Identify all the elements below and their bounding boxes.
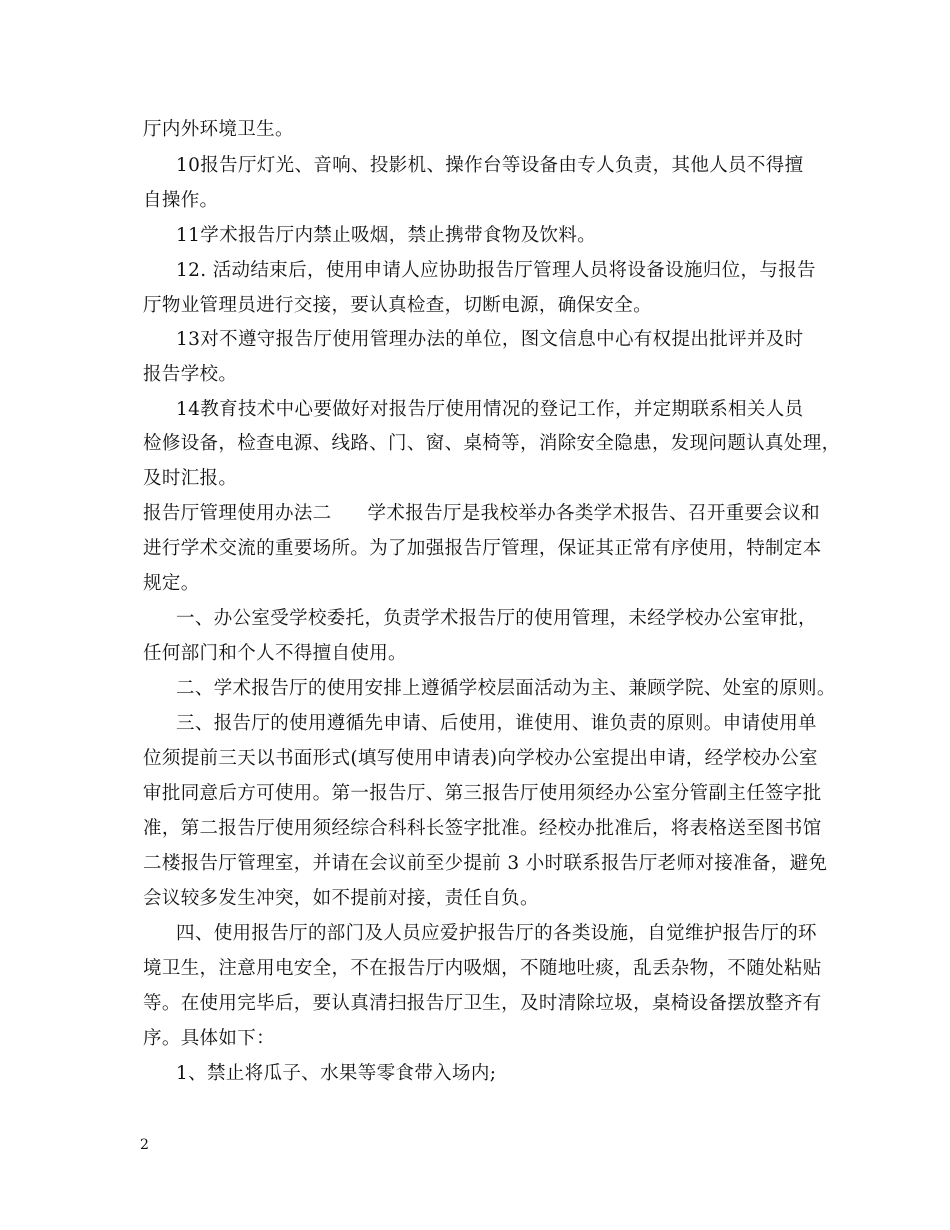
page-number: 2: [140, 1137, 149, 1153]
text-line: 检修设备，检查电源、线路、门、窗、桌椅等，消除安全隐患，发现问题认真处理，: [143, 433, 841, 454]
text-line: 序。具体如下：: [143, 1028, 275, 1049]
text-line: 等。在使用完毕后，要认真清扫报告厅卫生，及时清除垃圾，桌椅设备摆放整齐有: [143, 993, 822, 1014]
section-heading-continuation: 学术报告厅是我校举办各类学术报告、召开重要会议和: [367, 503, 820, 524]
text-line: 厅内外环境卫生。: [143, 119, 294, 140]
text-line: 1、禁止将瓜子、水果等零食带入场内;: [176, 1063, 497, 1084]
text-line: 位须提前三天以书面形式(填写使用申请表)向学校办公室提出申请，经学校办公室: [143, 748, 818, 769]
text-line: 三、报告厅的使用遵循先申请、后使用，谁使用、谁负责的原则。申请使用单: [176, 713, 817, 734]
text-line: 境卫生，注意用电安全，不在报告厅内吸烟，不随地吐痰，乱丢杂物，不随处粘贴: [143, 958, 822, 979]
text-line: 14教育技术中心要做好对报告厅使用情况的登记工作，并定期联系相关人员: [176, 399, 804, 420]
text-line: 任何部门和个人不得擅自使用。: [143, 643, 407, 664]
text-line: 报告学校。: [143, 364, 238, 385]
text-line: 12. 活动结束后，使用申请人应协助报告厅管理人员将设备设施归位，与报告: [176, 260, 816, 281]
text-line: 二楼报告厅管理室，并请在会议前至少提前 3 小时联系报告厅老师对接准备，避免: [143, 853, 828, 874]
text-line: 13对不遵守报告厅使用管理办法的单位，图文信息中心有权提出批评并及时: [176, 329, 804, 350]
text-line: 准，第二报告厅使用须经综合科科长签字批准。经校办批准后，将表格送至图书馆: [143, 818, 822, 839]
text-line: 四、使用报告厅的部门及人员应爱护报告厅的各类设施，自觉维护报告厅的环: [176, 923, 817, 944]
text-line: 一、办公室受学校委托，负责学术报告厅的使用管理，未经学校办公室审批，: [176, 608, 817, 629]
section-heading: 报告厅管理使用办法二: [143, 503, 332, 524]
section-heading-line: [143, 503, 820, 525]
text-line: 及时汇报。: [143, 468, 238, 489]
text-line: 10报告厅灯光、音响、投影机、操作台等设备由专人负责，其他人员不得擅: [176, 155, 804, 176]
text-line: 进行学术交流的重要场所。为了加强报告厅管理，保证其正常有序使用，特制定本: [143, 538, 822, 559]
text-line: 11学术报告厅内禁止吸烟，禁止携带食物及饮料。: [176, 225, 597, 246]
text-line: 会议较多发生冲突，如不提前对接，责任自负。: [143, 888, 539, 909]
text-line: 规定。: [143, 573, 200, 594]
text-line: 二、学术报告厅的使用安排上遵循学校层面活动为主、兼顾学院、处室的原则。: [176, 678, 836, 699]
text-line: 厅物业管理员进行交接，要认真检查，切断电源，确保安全。: [143, 295, 652, 316]
text-line: 自操作。: [143, 190, 219, 211]
text-line: 审批同意后方可使用。第一报告厅、第三报告厅使用须经办公室分管副主任签字批: [143, 783, 822, 804]
